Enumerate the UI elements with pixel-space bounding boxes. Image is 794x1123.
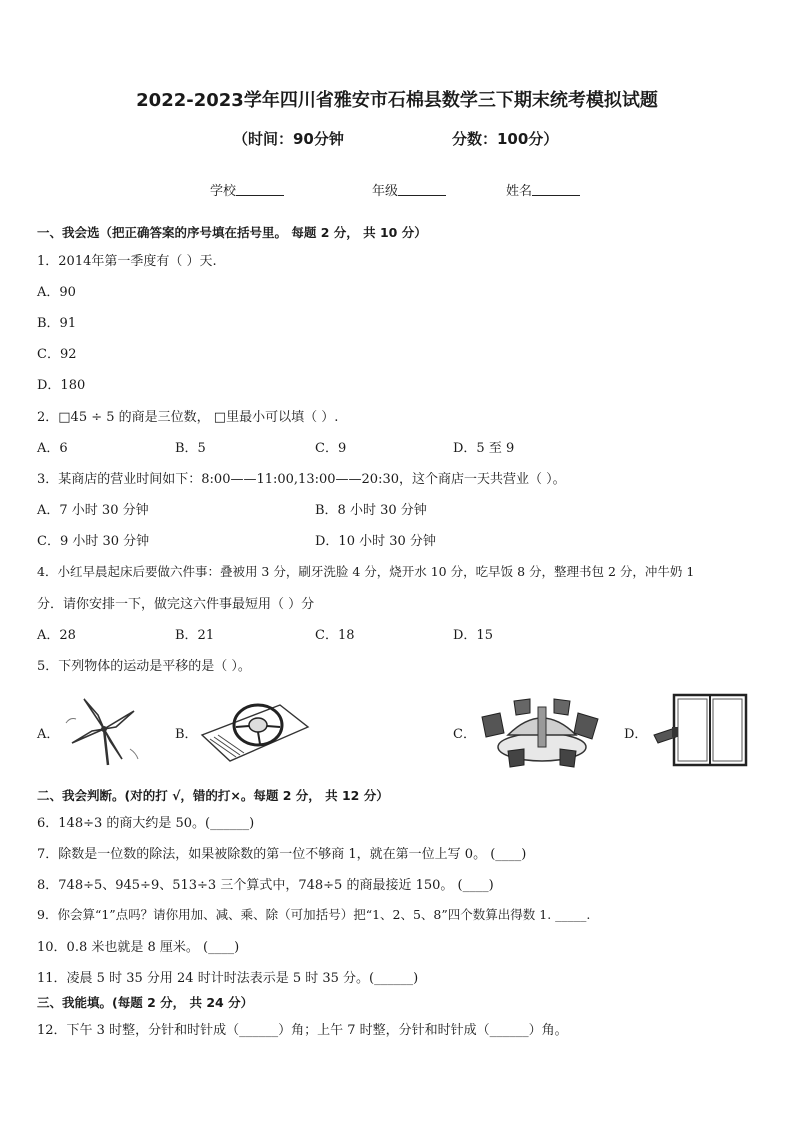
q5-option-c: C． — [453, 727, 476, 742]
name-blank[interactable] — [532, 183, 580, 196]
school-label: 学校 — [210, 184, 237, 199]
q5-option-a: A． — [37, 727, 60, 742]
q1-option-a: A．90 — [37, 285, 76, 300]
q4-option-a: A．28 — [37, 628, 76, 643]
grade-label: 年级 — [372, 184, 399, 199]
q5-stem: 5．下列物体的运动是平移的是（ ）。 — [37, 659, 251, 674]
q2-option-a: A．6 — [37, 441, 68, 456]
school-blank[interactable] — [236, 183, 284, 196]
q12-text: 12．下午 3 时整，分针和时针成（______）角；上午 7 时整，分针和时针成（______）角。 — [37, 1023, 568, 1038]
q1-option-b: B．91 — [37, 316, 77, 331]
q3-stem: 3．某商店的营业时间如下：8:00——11:00,13:00——20:30，这个商店一天共营业（ ）。 — [37, 472, 566, 487]
q9-text: 9．你会算“1”点吗？请你用加、减、乘、除（可加括号）把“1、2、5、8”四个数算出得数 1. _____. — [37, 907, 591, 922]
q4-option-b: B．21 — [175, 628, 215, 643]
name-label: 姓名 — [506, 184, 533, 199]
grade-blank[interactable] — [398, 183, 446, 196]
q4-stem-line2: 分．请你安排一下，做完这六件事最短用（ ）分 — [37, 597, 315, 612]
q3-option-a: A．7 小时 30 分钟 — [37, 503, 149, 518]
time-limit: （时间：90分钟 — [233, 130, 344, 148]
q4-option-d: D．15 — [453, 628, 493, 643]
name-field — [506, 180, 580, 199]
section2-heading: 二、我会判断。(对的打 √，错的打×。每题 2 分， 共 12 分） — [37, 788, 389, 803]
q3-option-d: D．10 小时 30 分钟 — [315, 534, 436, 549]
total-score: 分数：100分） — [452, 130, 559, 148]
sliding-window-image — [650, 691, 750, 767]
carousel-ride-image — [478, 693, 604, 771]
q3-option-b: B．8 小时 30 分钟 — [315, 503, 427, 518]
q3-option-c: C．9 小时 30 分钟 — [37, 534, 150, 549]
section3-heading: 三、我能填。(每题 2 分， 共 24 分） — [37, 995, 254, 1010]
q1-option-d: D．180 — [37, 378, 86, 393]
q1-stem: 1．2014年第一季度有（ ）天. — [37, 254, 217, 269]
pinwheel-image — [64, 693, 144, 767]
q2-option-c: C．9 — [315, 441, 347, 456]
q7-text: 7．除数是一位数的除法，如果被除数的第一位不够商 1，就在第一位上写 0。 (____) — [37, 847, 527, 862]
q10-text: 10．0.8 米也就是 8 厘米。 (____) — [37, 940, 240, 955]
section1-heading: 一、我会选（把正确答案的序号填在括号里。 每题 2 分， 共 10 分） — [37, 225, 427, 240]
page-title: 2022-2023学年四川省雅安市石棉县数学三下期末统考模拟试题 — [136, 90, 658, 111]
q2-stem: 2．□45 ÷ 5 的商是三位数， □里最小可以填（ ）. — [37, 410, 339, 425]
q2-option-b: B．5 — [175, 441, 206, 456]
steering-wheel-image — [200, 697, 310, 765]
q6-text: 6．148÷3 的商大约是 50。(______) — [37, 816, 255, 831]
q11-text: 11．凌晨 5 时 35 分用 24 时计时法表示是 5 时 35 分。(______) — [37, 971, 419, 986]
q1-option-c: C．92 — [37, 347, 77, 362]
q5-option-b: B． — [175, 727, 198, 742]
q8-text: 8．748÷5、945÷9、513÷3 三个算式中，748÷5 的商最接近 150。 (____) — [37, 878, 494, 893]
q5-option-d: D． — [624, 727, 648, 742]
q4-stem-line1: 4．小红早晨起床后要做六件事：叠被用 3 分，刷牙洗脸 4 分，烧开水 10 分，吃早饭 8 分，整理书包 2 分，冲牛奶 1 — [37, 564, 695, 579]
grade-field — [372, 180, 446, 199]
q2-option-d: D．5 至 9 — [453, 441, 515, 456]
q4-option-c: C．18 — [315, 628, 355, 643]
school-field — [210, 180, 284, 199]
